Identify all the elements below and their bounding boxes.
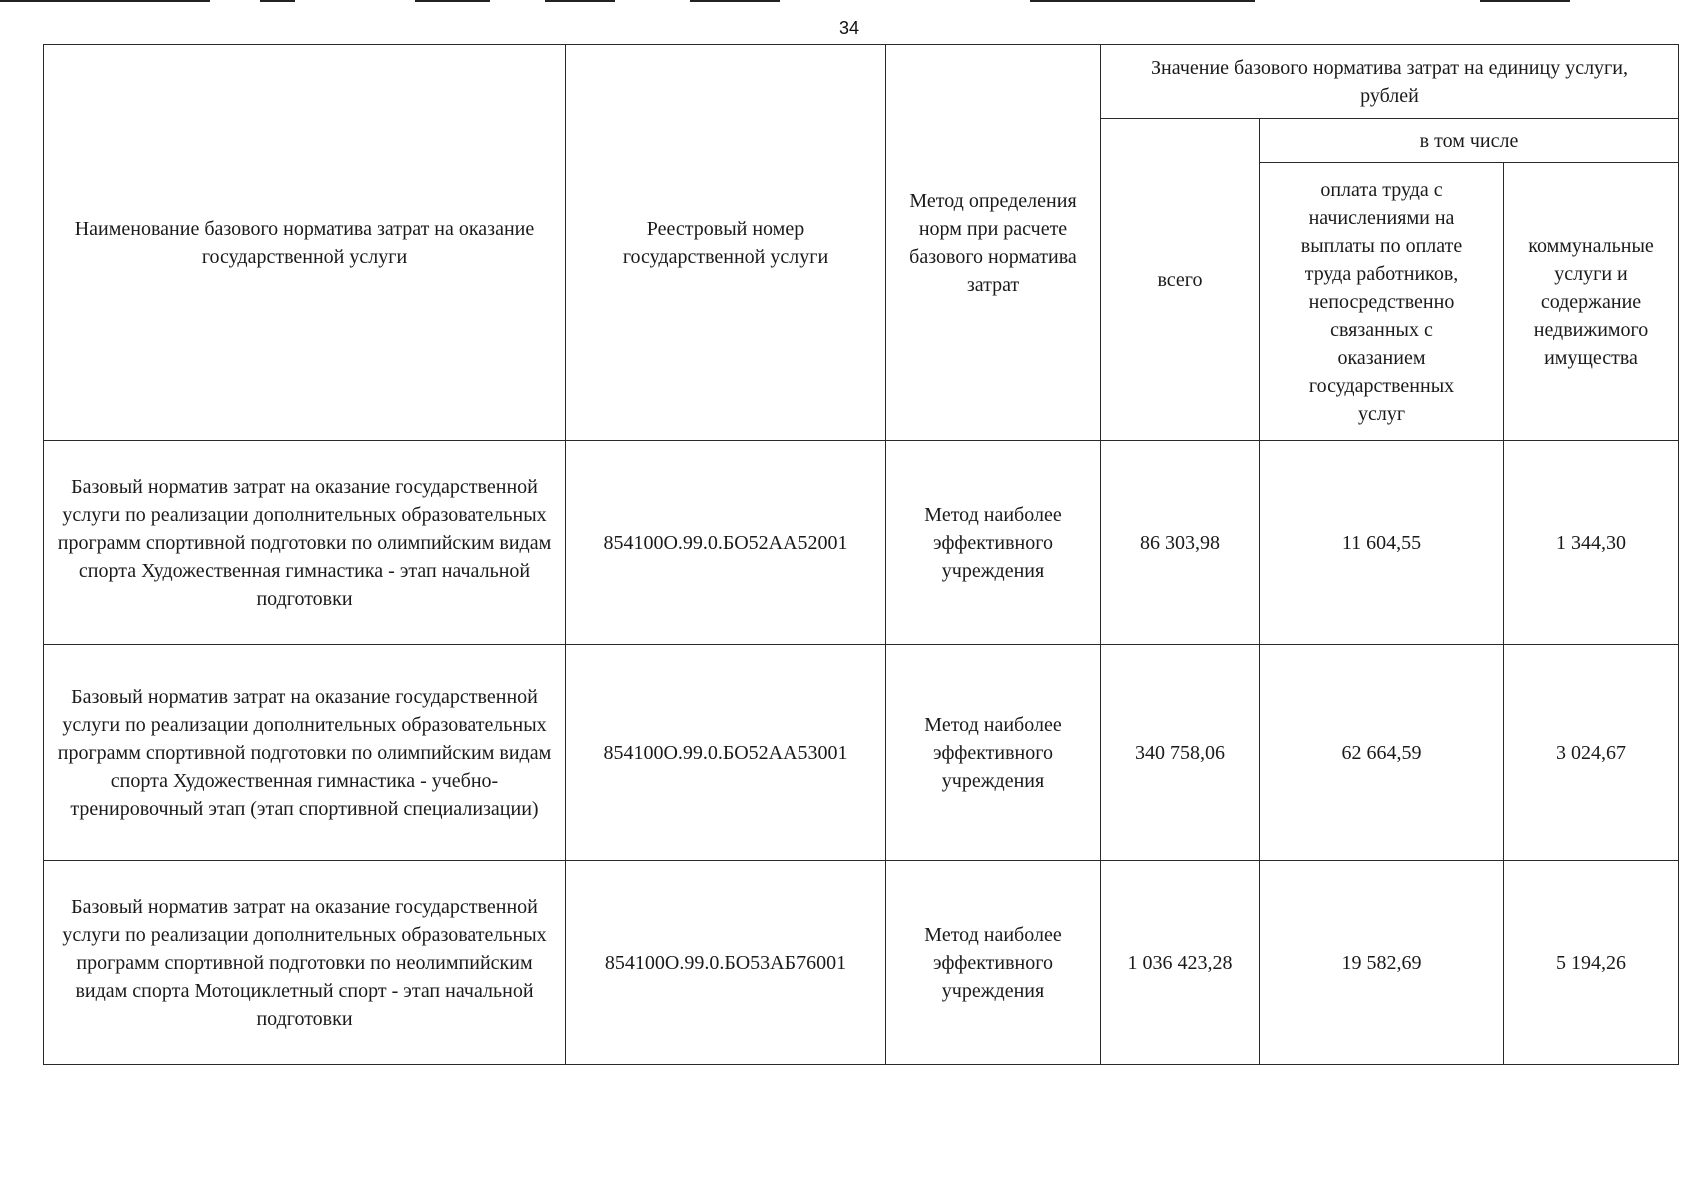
header-including: в том числе [1260,119,1679,163]
header-total: всего [1101,119,1260,441]
row-name: Базовый норматив затрат на оказание государственной услуги по реализации дополнительных образовательных программ спортивной подготовки по олимпийским видам спорта Художественная гимнастика - этап начальной подготовки [44,441,566,645]
row-method: Метод наиболее эффективного учреждения [886,861,1101,1065]
row-utilities: 5 194,26 [1504,861,1679,1065]
page-number: 34 [838,18,860,38]
header-registry: Реестровый номер государственной услуги [566,45,886,441]
row-labor: 19 582,69 [1260,861,1504,1065]
row-total: 1 036 423,28 [1101,861,1260,1065]
scan-artifact [690,0,780,2]
row-utilities: 1 344,30 [1504,441,1679,645]
header-labor: оплата труда с начислениями на выплаты по оплате труда работников, непосредственно связанных с оказанием государственных услуг [1260,163,1504,441]
row-labor: 62 664,59 [1260,645,1504,861]
header-name: Наименование базового норматива затрат на оказание государственной услуги [44,45,566,441]
scan-artifact [1480,0,1570,2]
table-row [44,645,1679,861]
row-name: Базовый норматив затрат на оказание государственной услуги по реализации дополнительных образовательных программ спортивной подготовки по неолимпийским видам спорта Мотоциклетный спорт - этап начальной подготовки [44,861,566,1065]
cost-norms-table [43,44,1679,1065]
header-value-group: Значение базового норматива затрат на единицу услуги, рублей [1101,45,1679,119]
header-row-1 [44,45,1679,119]
table-row [44,441,1679,645]
row-labor: 11 604,55 [1260,441,1504,645]
scan-artifact [1030,0,1255,2]
row-method: Метод наиболее эффективного учреждения [886,645,1101,861]
row-total: 340 758,06 [1101,645,1260,861]
scan-artifact [415,0,490,2]
scan-artifact [0,0,210,2]
table-row [44,861,1679,1065]
scan-artifact [545,0,615,2]
header-method: Метод определения норм при расчете базового норматива затрат [886,45,1101,441]
row-registry: 854100О.99.0.БО52АА53001 [566,645,886,861]
row-registry: 854100О.99.0.БО53АБ76001 [566,861,886,1065]
row-utilities: 3 024,67 [1504,645,1679,861]
row-total: 86 303,98 [1101,441,1260,645]
scan-artifact [260,0,295,2]
row-registry: 854100О.99.0.БО52АА52001 [566,441,886,645]
row-name: Базовый норматив затрат на оказание государственной услуги по реализации дополнительных образовательных программ спортивной подготовки по олимпийским видам спорта Художественная гимнастика - учебно-тренировочный этап (этап спортивной специализации) [44,645,566,861]
row-method: Метод наиболее эффективного учреждения [886,441,1101,645]
header-utilities: коммунальные услуги и содержание недвижимого имущества [1504,163,1679,441]
